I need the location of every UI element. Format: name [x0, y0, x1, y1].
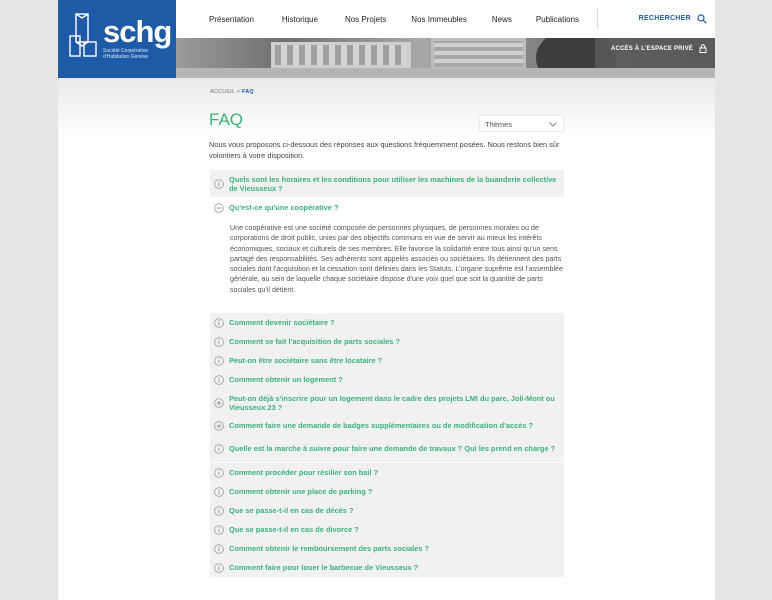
info-icon: [214, 506, 224, 516]
faq-question: Comment devenir sociétaire ?: [229, 318, 335, 327]
faq-item[interactable]: [210, 332, 564, 351]
faq-question: Quelle est la marche à suivre pour faire une demande de travaux ? Qui les prend en charge ?: [229, 444, 556, 453]
faq-question: Comment faire pour louer le barbecue de Vieusseux ?: [229, 563, 419, 572]
themes-select[interactable]: [479, 115, 564, 132]
faq-question: Que se passe-t-il en cas de décès ?: [229, 506, 354, 515]
search-icon: [697, 14, 707, 24]
faq-question: Peut-on être sociétaire sans être locataire ?: [229, 356, 383, 365]
content-top-fade: [58, 78, 715, 138]
faq-question: Quels sont les horaires et les conditions pour utiliser les machines de la buanderie collective de Vieusseux ?: [229, 174, 557, 193]
nav-item-historique[interactable]: Historique: [281, 14, 318, 24]
faq-question: Comment obtenir un logement ?: [229, 375, 343, 384]
faq-item[interactable]: [210, 313, 564, 332]
logo-tagline: Société Coopérative d'Habitation Genève: [103, 48, 149, 60]
faq-item[interactable]: [210, 558, 564, 577]
breadcrumb-current: FAQ: [241, 89, 254, 95]
info-icon: [214, 318, 224, 328]
nav-item-publications[interactable]: Publications: [535, 14, 580, 24]
faq-item-open[interactable]: [210, 199, 564, 216]
faq-question: Comment procéder pour résilier son bail ?: [229, 468, 379, 477]
faq-question: Peut-on déjà s'inscrire pour un logement dans le cadre des projets LMI du parc, Joli-Mont ou Vieusseux 23 ?: [229, 393, 555, 412]
plus-icon: [214, 421, 224, 431]
nav-item-presentation[interactable]: Présentation: [209, 14, 254, 24]
minus-icon: [214, 203, 224, 213]
breadcrumb-separator: >: [236, 89, 241, 95]
faq-answer: Une coopérative est une société composée de personnes physiques, de personnes morales ou de corporations de droit public, unies par des objectifs communs en vue de servir au mieux les intérêts économiques, sociaux et culturels de ses membres. Elle favorise la solidarité entre tous ainsi qu'un sens partagé des responsabilités. Ses adhérents sont appelés associés ou sociétaires. Ils détiennent des parts sociales dont l'acquisition et la cessation sont définies dans les Statuts. L'organe suprême est l'assemblée générale, au sein de laquelle chaque sociétaire dispose d'une voix quel que soit la quantité de parts sociales qu'il détient.: [230, 224, 563, 294]
logo[interactable]: [58, 0, 176, 78]
info-icon: [214, 525, 224, 535]
chevron-down-icon: [549, 122, 557, 127]
breadcrumb: [210, 89, 254, 95]
top-navigation: [176, 0, 715, 38]
faq-question: Comment obtenir le remboursement des parts sociales ?: [229, 544, 430, 553]
logo-wordmark: schg: [103, 14, 172, 49]
info-icon: [214, 375, 224, 385]
faq-item[interactable]: [210, 539, 564, 558]
info-icon: [214, 468, 224, 478]
faq-item[interactable]: [210, 463, 564, 482]
faq-question: Comment obtenir une place de parking ?: [229, 487, 373, 496]
faq-item[interactable]: [210, 170, 564, 197]
faq-item[interactable]: [210, 389, 564, 416]
breadcrumb-home[interactable]: ACCUEIL: [210, 89, 236, 95]
faq-item[interactable]: [210, 416, 564, 435]
faq-item[interactable]: [210, 370, 564, 389]
page-title: FAQ: [209, 110, 244, 129]
faq-item[interactable]: [210, 435, 564, 462]
private-space-label: ACCÈS À L'ESPACE PRIVÉ: [610, 45, 693, 52]
info-icon: [214, 544, 224, 554]
info-icon: [214, 487, 224, 497]
info-icon: [214, 356, 224, 366]
hero-banner-image: [176, 38, 715, 78]
faq-question: Comment se fait l'acquisition de parts sociales ?: [229, 337, 400, 346]
plus-icon: [214, 398, 224, 408]
nav-item-nos-projets[interactable]: Nos Projets: [344, 14, 387, 24]
themes-select-value: Thèmes: [485, 120, 513, 129]
info-icon: [214, 337, 224, 347]
faq-question: Comment faire une demande de badges supplémentaires ou de modification d'accès ?: [229, 421, 534, 430]
buildings-logo-icon: [68, 12, 98, 58]
search-button[interactable]: [597, 8, 715, 29]
search-label: RECHERCHER: [638, 15, 691, 22]
faq-item[interactable]: [210, 351, 564, 370]
private-space-link[interactable]: [611, 44, 707, 53]
faq-item[interactable]: [210, 520, 564, 539]
nav-item-news[interactable]: News: [491, 14, 512, 24]
faq-item[interactable]: [210, 501, 564, 520]
faq-question: Qu'est-ce qu'une coopérative ?: [229, 203, 339, 212]
info-icon: [214, 563, 224, 573]
nav-item-nos-immeubles[interactable]: Nos Immeubles: [411, 14, 467, 24]
intro-text: Nous vous proposons ci-dessous des réponses aux questions fréquemment posées. Nous restons bien sûr volontiers à votre disposition.: [209, 140, 560, 160]
faq-question: Que se passe-t-il en cas de divorce ?: [229, 525, 359, 534]
info-icon: [214, 179, 224, 189]
faq-item[interactable]: [210, 482, 564, 501]
lock-icon: [699, 44, 707, 53]
info-icon: [214, 444, 224, 454]
